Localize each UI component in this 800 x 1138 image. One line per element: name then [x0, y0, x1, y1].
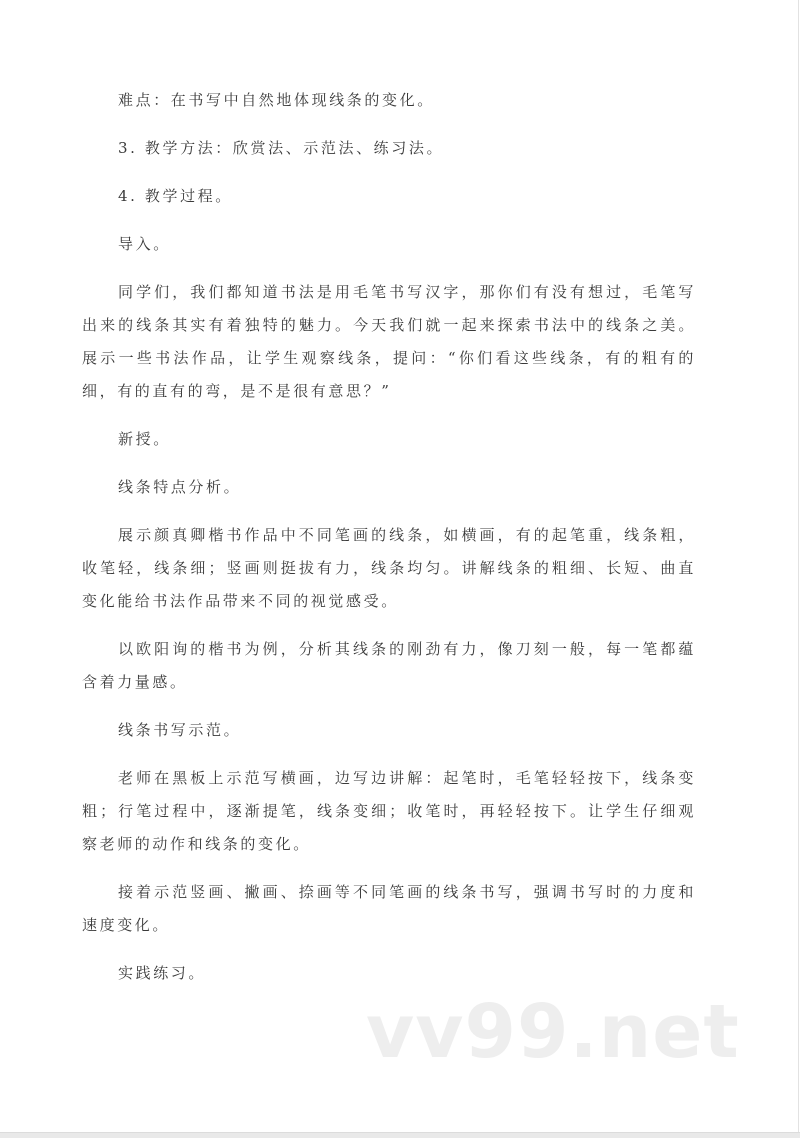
paragraph-introduction-text: 同学们，我们都知道书法是用毛笔书写汉字，那你们有没有想过，毛笔写出来的线条其实有着独特的魅力。今天我们就一起来探索书法中的线条之美。展示一些书法作品，让学生观察线条，提问：“你们看这些线条，有的粗有的细，有的直有的弯，是不是很有意思？” — [82, 283, 696, 400]
heading-introduction: 导入。 — [118, 235, 171, 253]
heading-practice: 实践练习。 — [118, 964, 207, 982]
paragraph-yan-zhenqing: 展示颜真卿楷书作品中不同笔画的线条，如横画，有的起笔重，线条粗，收笔轻，线条细；竖画则挺拔有力，线条均匀。讲解线条的粗细、长短、曲直变化能给书法作品带来不同的视觉感受。 — [82, 526, 696, 610]
paragraph-difficulty: 难点：在书写中自然地体现线条的变化。 — [118, 91, 435, 109]
document-body — [82, 84, 696, 1005]
paragraph-teaching-methods: 3. 教学方法：欣赏法、示范法、练习法。 — [118, 139, 445, 157]
paragraph-other-strokes-demo: 接着示范竖画、撇画、捺画等不同笔画的线条书写，强调书写时的力度和速度变化。 — [82, 883, 696, 934]
heading-line-demo: 线条书写示范。 — [118, 721, 242, 739]
paragraph-teaching-process: 4. 教学过程。 — [118, 187, 233, 205]
heading-new-lesson: 新授。 — [118, 430, 171, 448]
heading-line-analysis: 线条特点分析。 — [118, 478, 242, 496]
paragraph-ouyang-xun: 以欧阳询的楷书为例，分析其线条的刚劲有力，像刀刻一般，每一笔都蕴含着力量感。 — [82, 640, 696, 691]
watermark-text: vv99.net — [366, 989, 740, 1075]
page-bottom-edge — [0, 1132, 800, 1138]
paragraph-horizontal-stroke-demo: 老师在黑板上示范写横画，边写边讲解：起笔时，毛笔轻轻按下，线条变粗；行笔过程中，逐渐提笔，线条变细；收笔时，再轻轻按下。让学生仔细观察老师的动作和线条的变化。 — [82, 769, 696, 853]
